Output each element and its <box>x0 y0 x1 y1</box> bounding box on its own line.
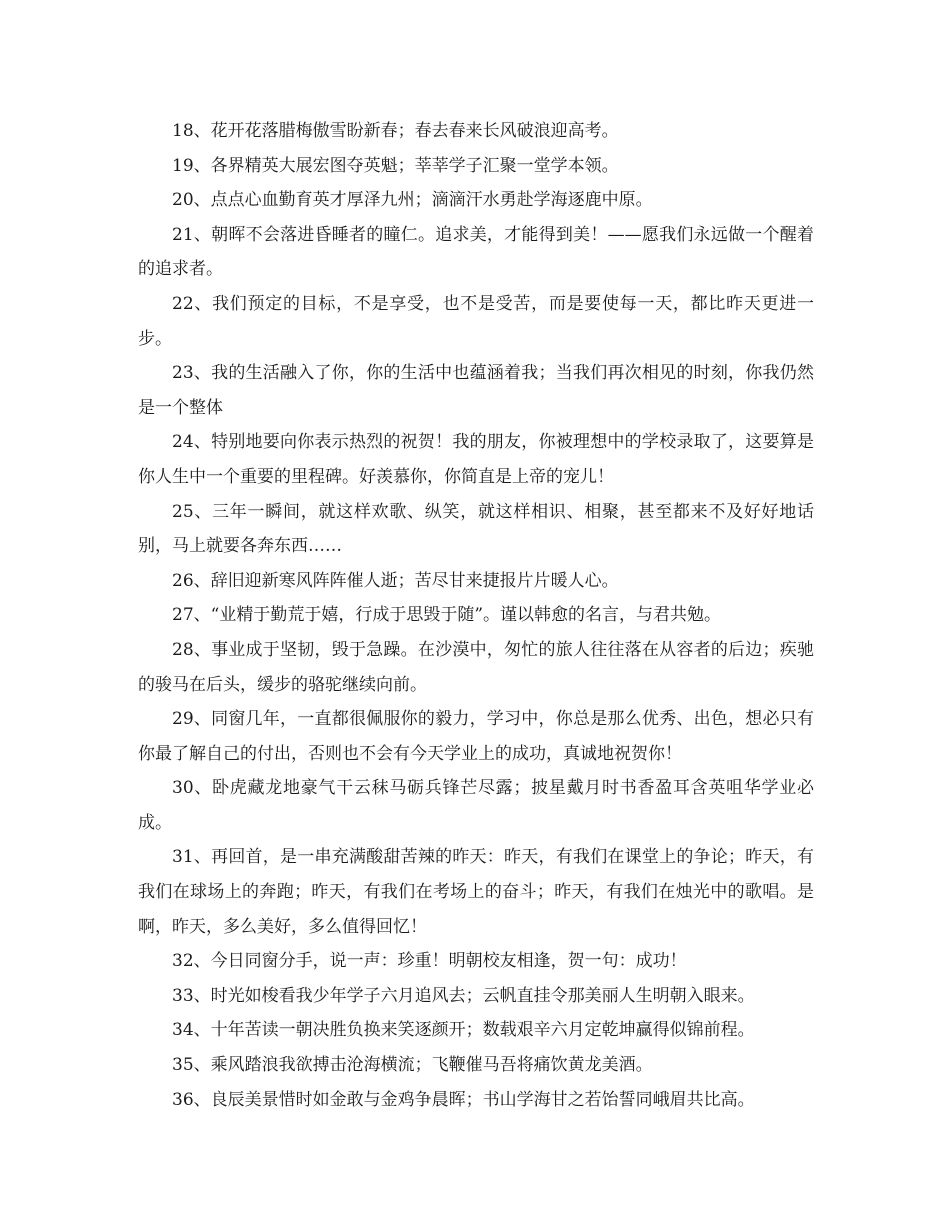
paragraph-28: 28、事业成于坚韧，毁于急躁。在沙漠中，匆忙的旅人往往落在从容者的后边；疾驰的骏马在后头，缓步的骆驼继续向前。 <box>138 639 814 695</box>
paragraph-19: 19、各界精英大展宏图夺英魁；莘莘学子汇聚一堂学本领。 <box>172 155 619 176</box>
paragraph-18: 18、花开花落腊梅傲雪盼新春；春去春来长风破浪迎高考。 <box>172 121 619 141</box>
paragraph-29: 29、同窗几年，一直都很佩服你的毅力，学习中，你总是那么优秀、出色，想必只有你最了解自己的付出，否则也不会有今天学业上的成功，真诚地祝贺你！ <box>138 709 814 764</box>
paragraph-30: 30、卧虎藏龙地豪气干云秣马砺兵锋芒尽露；披星戴月时书香盈耳含英咀华学业必成。 <box>138 778 814 833</box>
paragraph-35: 35、乘风踏浪我欲搏击沧海横流；飞鞭催马吾将痛饮黄龙美酒。 <box>172 1055 653 1076</box>
paragraph-34: 34、十年苦读一朝决胜负换来笑逐颜开；数载艰辛六月定乾坤赢得似锦前程。 <box>172 1020 755 1041</box>
paragraph-25: 25、三年一瞬间，就这样欢歌、纵笑，就这样相识、相聚，甚至都来不及好好地话别，马上就要各奔东西…… <box>138 501 814 557</box>
paragraph-27: 27、“业精于勤荒于嬉，行成于思毁于随”。谨以韩愈的名言，与君共勉。 <box>172 605 722 626</box>
paragraph-23: 23、我的生活融入了你，你的生活中也蕴涵着我；当我们再次相见的时刻，你我仍然是一个整体 <box>138 363 814 418</box>
paragraph-31: 31、再回首，是一串充满酸甜苦辣的昨天：昨天，有我们在课堂上的争论；昨天，有我们在球场上的奔跑；昨天，有我们在考场上的奋斗；昨天，有我们在烛光中的歌唱。是啊，昨天，多么美好，多么值得回忆！ <box>138 847 814 937</box>
paragraph-33: 33、时光如梭看我少年学子六月追风去；云帆直挂令那美丽人生明朝入眼来。 <box>172 985 755 1006</box>
document-body <box>138 114 814 1117</box>
paragraph-26: 26、辞旧迎新寒风阵阵催人逝；苦尽甘来捷报片片暖人心。 <box>172 570 619 591</box>
paragraph-32: 32、今日同窗分手，说一声：珍重！明朝校友相逢，贺一句：成功！ <box>172 951 687 972</box>
paragraph-36: 36、良辰美景惜时如金敢与金鸡争晨晖；书山学海甘之若饴誓同峨眉共比高。 <box>172 1089 755 1110</box>
paragraph-22: 22、我们预定的目标，不是享受，也不是受苦，而是要使每一天，都比昨天更进一步。 <box>138 293 814 349</box>
paragraph-20: 20、点点心血勤育英才厚泽九州；滴滴汗水勇赴学海逐鹿中原。 <box>172 190 653 211</box>
paragraph-24: 24、特别地要向你表示热烈的祝贺！我的朋友，你被理想中的学校录取了，这要算是你人生中一个重要的里程碑。好羡慕你，你简直是上帝的宠儿！ <box>138 432 814 487</box>
paragraph-21: 21、朝晖不会落进昏睡者的瞳仁。追求美，才能得到美！——愿我们永远做一个醒着的追求者。 <box>138 224 814 280</box>
